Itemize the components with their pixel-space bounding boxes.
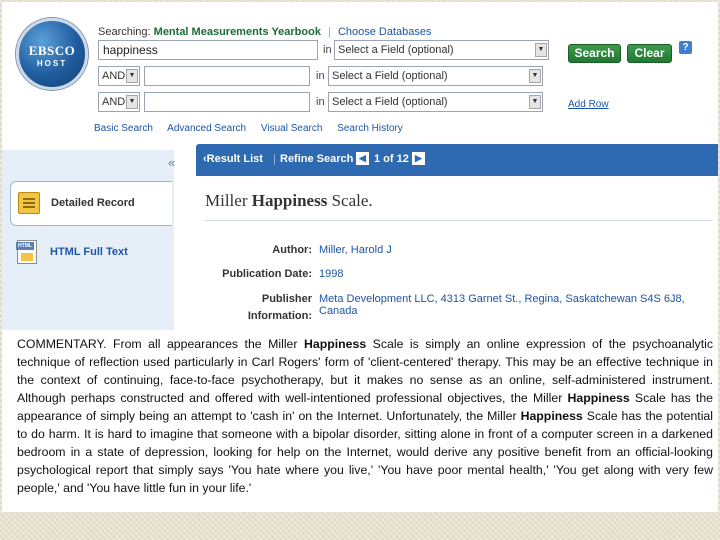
commentary-segment: Scale is simply an online expression of the psychoanalytic technique of reflection used particularly in Carl Rogers' form of 'client-centered' therapy. This may be an effective technique in the context of continuing, face-to-face psychotherapy, but it makes no sense as an online, self-administered instrument. Although perhaps constructed and offered with well-intentioned professional objectives, the Miller: [17, 337, 713, 405]
icon-stripe: [21, 253, 33, 261]
field-select-2[interactable]: [328, 66, 543, 86]
result-list-label: Result List: [206, 153, 263, 165]
chevron-down-icon: ▼: [529, 95, 541, 109]
divider: |: [273, 153, 276, 165]
publisher-value-link[interactable]: Meta Development LLC, 4313 Garnet St., Regina, Saskatchewan S4S 6J8, Canada: [319, 293, 685, 317]
commentary-panel: [2, 330, 718, 512]
advanced-search-link[interactable]: Advanced Search: [167, 123, 247, 134]
clear-button[interactable]: Clear: [627, 44, 672, 63]
logo-brand-text: EBSCO: [28, 43, 76, 58]
folder-icon: [18, 192, 40, 214]
search-button[interactable]: Search: [568, 44, 621, 63]
in-label: in: [316, 70, 325, 82]
searching-line: [98, 26, 432, 38]
sidebar-item-html-full-text[interactable]: [10, 236, 172, 272]
chevron-down-icon: ▼: [529, 69, 541, 83]
sidebar-item-detailed-record[interactable]: [10, 181, 172, 226]
commentary-text: [17, 335, 713, 497]
commentary-segment: Scale has the potential to do harm. It is hard to imagine that someone with a bipolar disorder, sitting alone in front of a computer screen in a darkened bedroom in a state of depression, looking for help on the Internet, would derive any positive benefit from an official-looking psychological report that simply says 'You hate where you live,' 'You have poor mental health,' 'You get along with very few people,' and 'You have little fun in your life.': [17, 409, 714, 495]
publication-date-value-link[interactable]: 1998: [319, 268, 344, 280]
collapse-panel-icon[interactable]: «: [168, 155, 176, 170]
result-position: 1 of 12: [374, 153, 409, 165]
title-text: Scale.: [327, 191, 373, 210]
divider-line: [205, 220, 713, 221]
in-label: in: [316, 96, 325, 108]
refine-search-link[interactable]: Refine Search: [280, 153, 354, 165]
html-document-icon: [17, 240, 37, 264]
author-value-link[interactable]: Miller, Harold J: [319, 244, 392, 256]
help-icon[interactable]: ?: [679, 41, 692, 54]
field-select-value: Select a Field (optional): [332, 70, 448, 82]
ebsco-host-logo[interactable]: [16, 18, 88, 90]
database-name: Mental Measurements Yearbook: [153, 26, 321, 38]
search-term-input-1[interactable]: happiness: [98, 40, 318, 60]
boolean-select-2[interactable]: [98, 66, 140, 86]
logo-host-text: HOST: [36, 59, 68, 68]
separator: |: [328, 26, 331, 38]
basic-search-link[interactable]: Basic Search: [94, 123, 153, 134]
author-label: Author:: [272, 244, 312, 256]
html-badge: HTML: [16, 242, 34, 250]
boolean-select-3[interactable]: [98, 92, 140, 112]
add-row-link[interactable]: Add Row: [568, 99, 609, 110]
next-result-icon[interactable]: ▶: [412, 152, 425, 165]
in-label: in: [323, 44, 332, 56]
commentary-segment: Scale has the appearance of simply being an attempt to 'cash in' on the Internet. Unfortunately, the Miller: [17, 391, 713, 423]
back-chevron-icon: ‹: [203, 153, 207, 165]
result-list-link[interactable]: [203, 153, 263, 165]
publication-date-label: Publication Date:: [222, 268, 312, 280]
field-select-3[interactable]: [328, 92, 543, 112]
search-history-link[interactable]: Search History: [337, 123, 403, 134]
title-text: Miller: [205, 191, 252, 210]
publisher-label: Publisher: [261, 293, 312, 305]
choose-databases-link[interactable]: Choose Databases: [337, 26, 432, 38]
title-highlight: Happiness: [251, 191, 328, 210]
record-title: [205, 191, 373, 211]
search-term-input-2[interactable]: [144, 66, 310, 86]
chevron-down-icon: ▼: [126, 95, 138, 109]
field-select-1[interactable]: [334, 40, 549, 60]
commentary-highlight: Happiness: [303, 337, 367, 351]
chevron-down-icon: ▼: [535, 43, 547, 57]
visual-search-link[interactable]: Visual Search: [260, 123, 323, 134]
search-term-input-3[interactable]: [144, 92, 310, 112]
commentary-highlight: Happiness: [520, 409, 583, 423]
boolean-select-value: AND: [102, 70, 126, 82]
search-mode-links: [94, 123, 415, 134]
sidebar-item-label: Detailed Record: [51, 197, 135, 209]
commentary-segment: COMMENTARY. From all appearances the Miller: [17, 337, 304, 351]
boolean-select-value: AND: [102, 96, 126, 108]
field-select-value: Select a Field (optional): [338, 44, 454, 56]
sidebar-item-label: HTML Full Text: [50, 246, 128, 258]
previous-result-icon[interactable]: ◀: [356, 152, 369, 165]
commentary-highlight: Happiness: [567, 391, 630, 405]
chevron-down-icon: ▼: [126, 69, 138, 83]
result-navigation-bar: [196, 144, 718, 176]
publisher-label-line2: Information:: [247, 310, 312, 322]
field-select-value: Select a Field (optional): [332, 96, 448, 108]
searching-label: Searching:: [98, 26, 151, 38]
